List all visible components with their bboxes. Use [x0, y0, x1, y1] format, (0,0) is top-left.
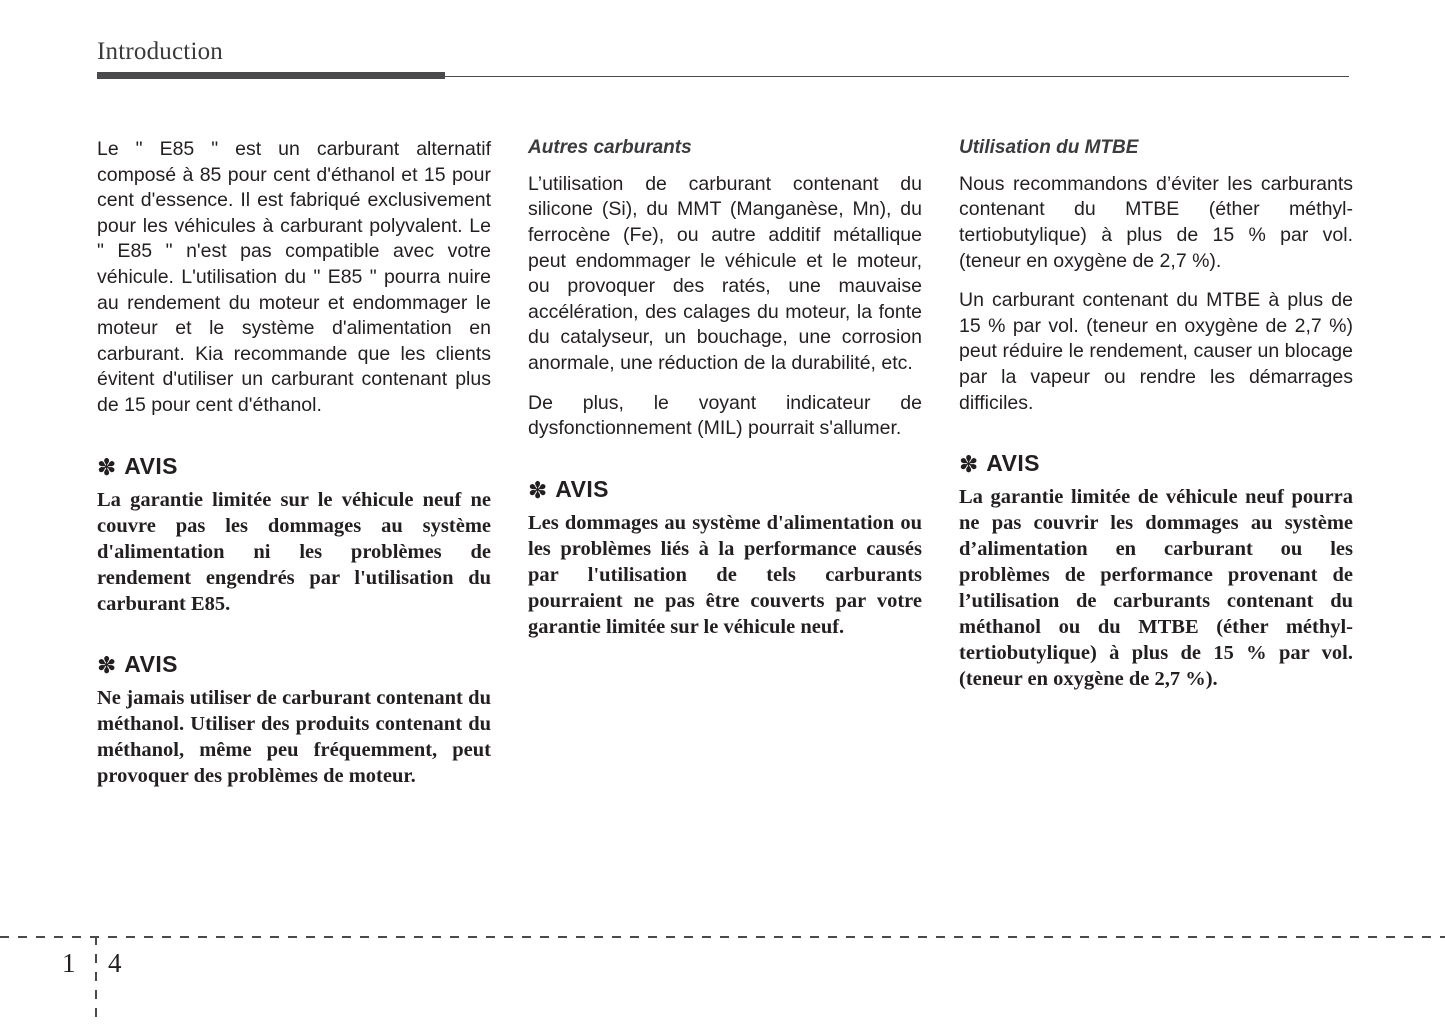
text-column-3 [959, 137, 1353, 789]
chapter-number: 1 [62, 948, 76, 978]
footer-dashed-rule-vertical [95, 936, 97, 1026]
paragraph: Le " E85 " est un carburant alternatif composé à 85 pour cent d'éthanol et 15 pour cent d'essence. Il est fabriqué exclusivement pour les véhicules à carburant polyvalent. Le " E85 " n'est pas compatible avec votre véhicule. L'utilisation du " E85 " pourra nuire au rendement du moteur et endommager le moteur et le système d'alimentation en carburant. Kia recommande que les clients évitent d'utiliser un carburant contenant plus de 15 pour cent d'éthanol. [97, 138, 491, 416]
notice-heading [97, 453, 491, 480]
section-subheading: Autres carburants [528, 137, 692, 158]
notice-label: AVIS [986, 450, 1040, 477]
notice-text: La garantie limitée de véhicule neuf pourra ne pas couvrir les dommages au système d’alimentation en carburant ou les problèmes de performance provenant de l’utilisation de carburants contenant du méthanol ou du MTBE (éther méthyl-tertiobutylique) à plus de 15 % par vol. (teneur en oxygène de 2,7 %). [959, 486, 1353, 691]
footer-dashed-rule-horizontal [0, 936, 1445, 938]
notice-heading [97, 651, 491, 678]
asterisk-icon: ✽ [528, 476, 548, 503]
asterisk-icon: ✽ [959, 451, 979, 478]
page-header [97, 38, 1349, 79]
notice-label: AVIS [124, 650, 178, 677]
notice-label: AVIS [555, 475, 609, 502]
notice-block [97, 453, 491, 617]
header-divider-thin [445, 76, 1349, 78]
asterisk-icon: ✽ [97, 453, 117, 480]
notice-heading [528, 476, 922, 503]
page-title: Introduction [97, 38, 223, 65]
text-column-2 [528, 137, 922, 789]
content-columns [97, 137, 1353, 789]
header-divider-thick [97, 72, 445, 79]
paragraph: Nous recommandons d’éviter les carburants contenant du MTBE (éther méthyl-tertiobutylique) à plus de 15 % par vol. (teneur en oxygène de 2,7 %). [959, 172, 1353, 272]
paragraph: Un carburant contenant du MTBE à plus de 15 % par vol. (teneur en oxygène de 2,7 %) peut réduire le rendement, causer un blocage par la vapeur ou rendre les démarrages difficiles. [959, 289, 1353, 414]
page-footer [0, 936, 1445, 1026]
notice-block [97, 651, 491, 789]
page-number: 4 [108, 948, 122, 978]
notice-heading [959, 450, 1353, 477]
notice-label: AVIS [124, 452, 178, 479]
paragraph: L’utilisation de carburant contenant du silicone (Si), du MMT (Manganèse, Mn), du ferrocène (Fe), ou autre additif métallique peut endommager le véhicule et le moteur, ou provoquer des ratés, une mauvaise accélération, des calages du moteur, la fonte du catalyseur, un bouchage, une corrosion anormale, une réduction de la durabilité, etc. [528, 172, 922, 374]
section-subheading: Utilisation du MTBE [959, 137, 1139, 158]
notice-block [528, 476, 922, 640]
paragraph: De plus, le voyant indicateur de dysfonctionnement (MIL) pourrait s'allumer. [528, 391, 922, 440]
notice-text: Les dommages au système d'alimentation ou les problèmes liés à la performance causés par l'utilisation de tels carburants pourraient ne pas être couverts par votre garantie limitée sur le véhicule neuf. [528, 511, 922, 638]
text-column-1 [97, 137, 491, 789]
notice-text: Ne jamais utiliser de carburant contenant du méthanol. Utiliser des produits contenant du méthanol, même peu fréquemment, peut provoquer des problèmes de moteur. [97, 686, 491, 787]
header-divider [97, 72, 1349, 79]
notice-text: La garantie limitée sur le véhicule neuf ne couvre pas les dommages au système d'alimentation ni les problèmes de rendement engendrés par l'utilisation du carburant E85. [97, 488, 491, 615]
asterisk-icon: ✽ [97, 651, 117, 678]
notice-block [959, 450, 1353, 692]
